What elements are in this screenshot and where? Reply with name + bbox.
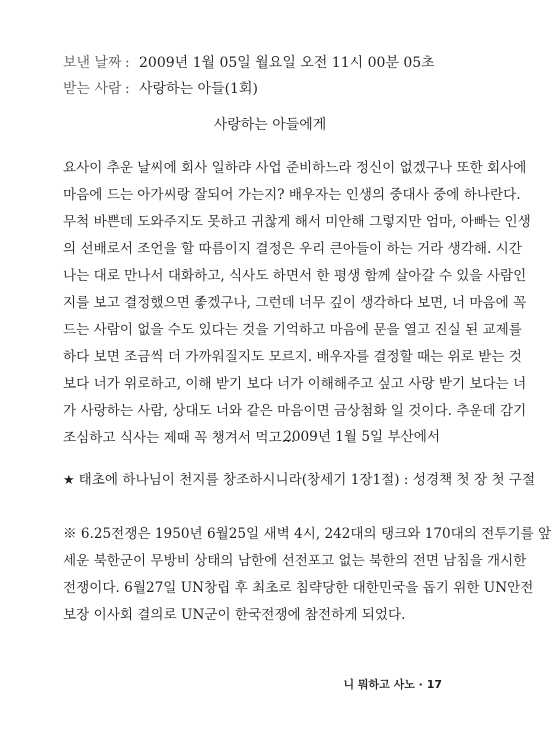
letter-line: 지를 보고 결정했으면 좋겠구나, 그런데 너무 깊이 생각하다 보면, 너 마음에 꼭 [63,295,527,311]
sent-date-value: 2009년 1월 05일 월요일 오전 11시 00분 05초 [139,55,435,71]
page-footer: 니 뭐하고 사노 · 17 [343,678,442,691]
letter-line: 하다 보면 조금씩 더 가까워질지도 모르지. 배우자를 결정할 때는 위로 받는 것 [63,349,522,365]
recipient-row [63,79,258,99]
note-line: 세운 북한군이 무방비 상태의 남한에 선전포고 없는 북한의 전면 남침을 개시한 [63,553,527,569]
letter-line: 요사이 추운 날씨에 회사 일하랴 사업 준비하느라 정신이 없겠구나 또한 회사에 [63,160,527,176]
note-line: 보장 이사회 결의로 UN군이 한국전쟁에 참전하게 되었다. [63,607,406,623]
sent-date-label: 보낸 날짜 [63,55,122,71]
bible-verse-text: 태초에 하나님이 천지를 창조하시니라(창세기 1장1절) : 성경책 첫 장 첫 구절 [78,472,536,488]
recipient-value: 사랑하는 아들(1회) [139,81,258,97]
note-line: 전쟁이다. 6월27일 UN창립 후 최초로 침략당한 대한민국을 돕기 위한 UN안전 [63,580,534,596]
separator: : [125,55,130,71]
letter-line: 의 선배로서 조언을 할 따름이지 결정은 우리 큰아들이 하는 거라 생각해. 시간 [63,241,522,257]
letter-signature: 2009년 1월 5일 부산에서 [283,429,440,445]
separator: : [125,81,130,97]
recipient-label: 받는 사람 [63,81,122,97]
letter-line: 조심하고 식사는 제때 꼭 챙겨서 먹고… [63,430,296,446]
letter-line: 드는 사람이 없을 수도 있다는 것을 기억하고 마음에 문을 열고 진실 된 교제를 [63,322,522,338]
letter-title: 사랑하는 아들에게 [213,117,327,133]
note-line: ※ 6.25전쟁은 1950년 6월25일 새벽 4시, 242대의 탱크와 170대의 전투기를 앞 [63,526,551,542]
letter-line: 무척 바쁜데 도와주지도 못하고 귀찮게 해서 미안해 그렇지만 엄마, 아빠는 인생 [63,214,531,230]
letter-line: 나는 대로 만나서 대화하고, 식사도 하면서 한 평생 함께 살아갈 수 있을 사람인 [63,268,527,284]
sent-date-row [63,53,435,73]
bible-verse [63,470,536,491]
history-note [63,521,551,629]
letter-body [63,155,531,452]
star-icon: ★ [63,473,75,488]
letter-line: 보다 너가 위로하고, 이해 받기 보다 너가 이해해주고 싶고 사랑 받기 보다는 너 [63,376,527,392]
letter-line: 가 사랑하는 사람, 상대도 너와 같은 마음이면 금상첨화 일 것이다. 추운데 감기 [63,403,527,419]
letter-line: 마음에 드는 아가씨랑 잘되어 가는지? 배우자는 인생의 중대사 중에 하나란다. [63,187,521,203]
